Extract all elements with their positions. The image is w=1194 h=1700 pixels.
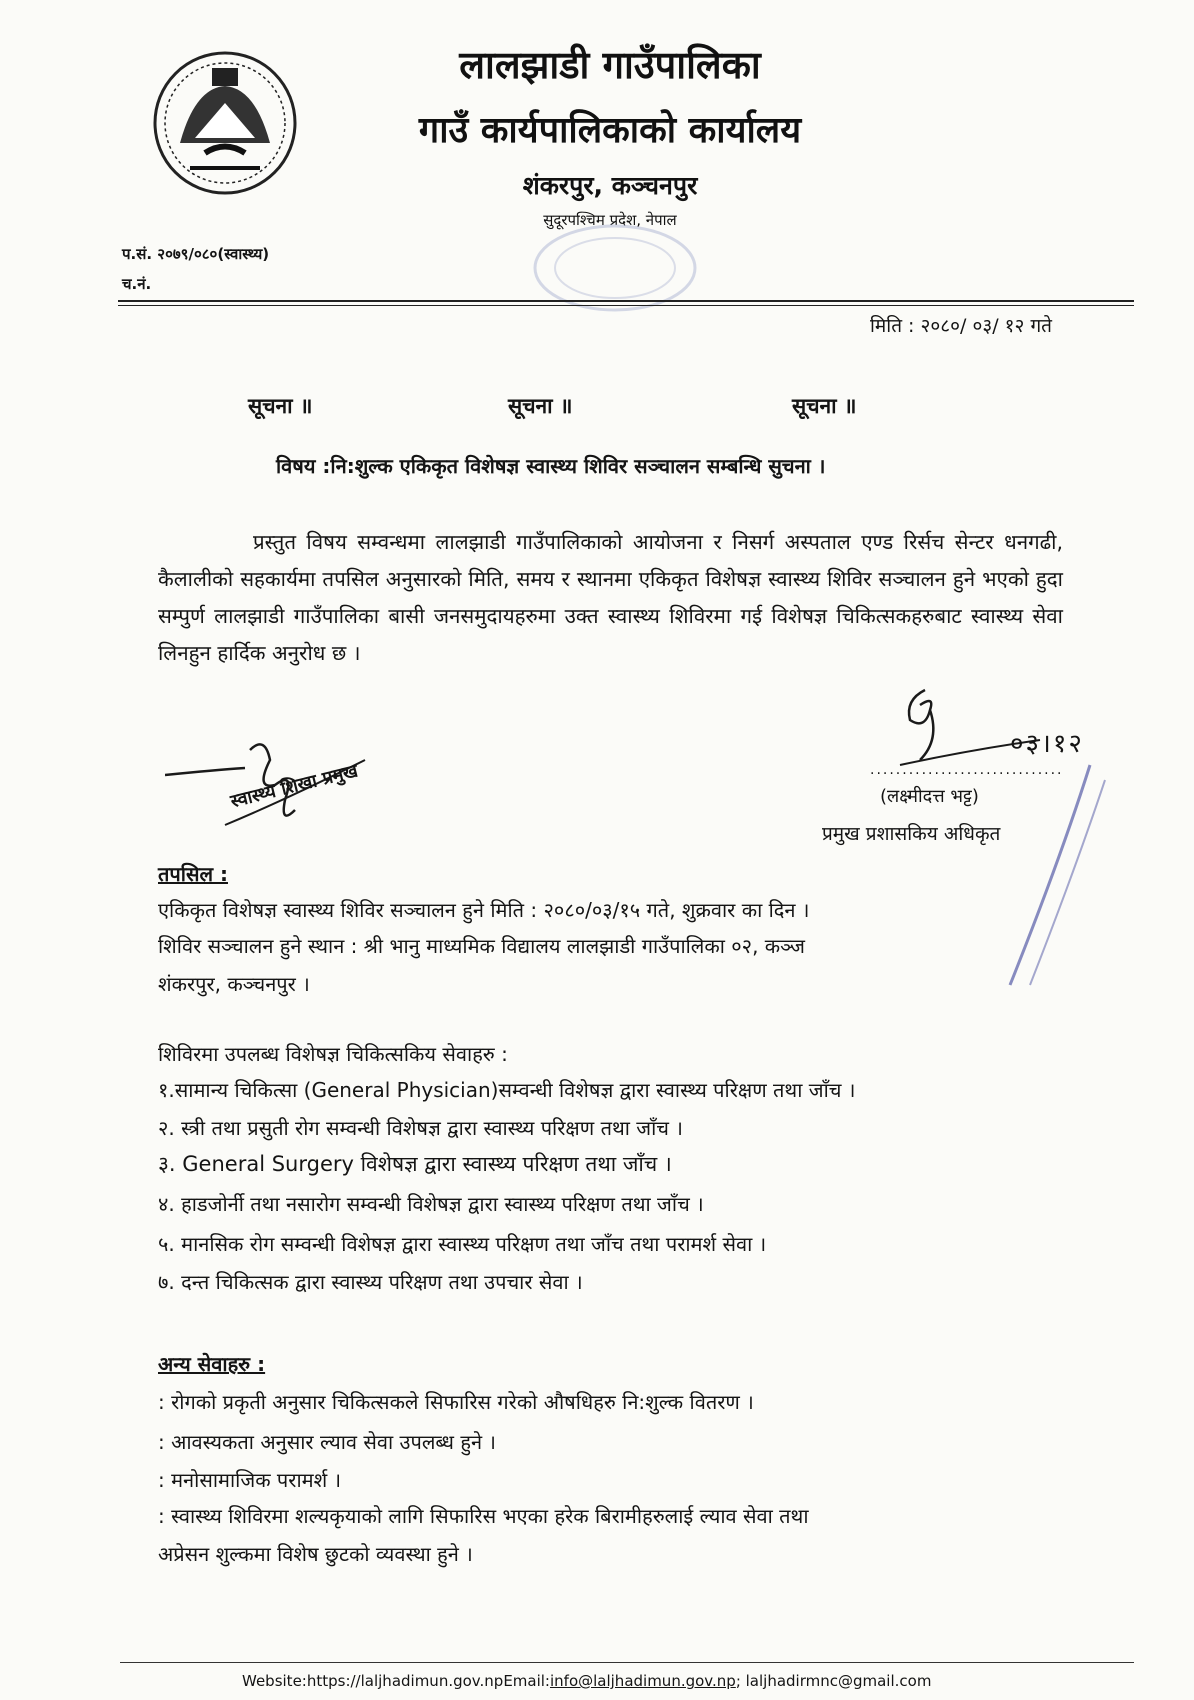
nepal-emblem-icon [150, 48, 300, 198]
header-rule-thin [118, 305, 1134, 306]
health-section-chief-label: स्वास्थ्य शिखा प्रमुख [228, 760, 360, 813]
notice-label: सूचना ॥ [508, 394, 573, 418]
service-item: ३. General Surgery विशेषज्ञ द्वारा स्वास्थ्य परिक्षण तथा जाँच । [158, 1152, 672, 1176]
signatory-name: (लक्ष्मीदत्त भट्ट) [880, 786, 979, 807]
other-service-item: अप्रेसन शुल्कमा विशेष छुटको व्यवस्था हुने । [158, 1542, 473, 1566]
subject-line: विषय :नि:शुल्क एकिकृत विशेषज्ञ स्वास्थ्य शिविर सञ्चालन सम्बन्धि सुचना । [276, 454, 826, 478]
service-item: १.सामान्य चिकित्सा (General Physician)सम्वन्धी विशेषज्ञ द्वारा स्वास्थ्य परिक्षण तथा जाँच । [158, 1078, 856, 1102]
other-service-item: : रोगको प्रकृती अनुसार चिकित्सकले सिफारिस गरेको औषधिहरु नि:शुल्क वितरण । [158, 1390, 754, 1414]
notice-label: सूचना ॥ [792, 394, 857, 418]
municipality-name: लालझाडी गाउँपालिका [459, 43, 761, 87]
service-item: ७. दन्त चिकित्सक द्वारा स्वास्थ्य परिक्षण तथा उपचार सेवा । [158, 1270, 583, 1294]
other-service-item: : स्वास्थ्य शिविरमा शल्यकृयाको लागि सिफारिस भएका हरेक बिरामीहरुलाई ल्याव सेवा तथा [158, 1504, 809, 1528]
office-address: शंकरपुर, कञ्चनपुर [522, 171, 698, 200]
other-service-item: : आवस्यकता अनुसार ल्याव सेवा उपलब्ध हुने । [158, 1430, 496, 1454]
footer-email-alt[interactable]: ; laljhadirmnc@gmail.com [735, 1672, 932, 1690]
header-rule [118, 300, 1134, 302]
footer-contact [242, 1672, 931, 1690]
reference-number: प.सं. २०७९/०८०(स्वास्थ्य) [122, 245, 270, 263]
official-stamp-icon [1000, 760, 1110, 990]
service-item: ५. मानसिक रोग सम्वन्धी विशेषज्ञ द्वारा स्वास्थ्य परिक्षण तथा जाँच तथा परामर्श सेवा । [158, 1232, 767, 1256]
handwritten-date: ०३।१२ [1010, 729, 1084, 759]
body-paragraph: प्रस्तुत विषय सम्वन्धमा लालझाडी गाउँपालिकाको आयोजना र निसर्ग अस्पताल एण्ड रिर्सच सेन्टर धनगढी, कैलालीको सहकार्यमा तपसिल अनुसारको मिति, समय र स्थानमा एकिकृत विशेषज्ञ स्वास्थ्य शिविर सञ्चालन हुने भएको हुदा सम्पुर्ण लालझाडी गाउँपालिका बासी जनसमुदायहरुमा उक्त स्वास्थ्य शिविरमा गई विशेषज्ञ चिकित्सकहरुबाट स्वास्थ्य सेवा लिनहुन हार्दिक अनुरोध छ । [158, 530, 1063, 665]
footer-email-label: Email: [503, 1672, 550, 1690]
details-heading: तपसिल : [158, 862, 228, 886]
other-services-heading: अन्य सेवाहरु : [158, 1352, 266, 1376]
signatory-post: प्रमुख प्रशासकिय अधिकृत [822, 823, 1001, 845]
notice-label: सूचना ॥ [248, 394, 313, 418]
other-service-item: : मनोसामाजिक परामर्श । [158, 1468, 342, 1492]
dispatch-number: च.नं. [122, 275, 152, 293]
office-name: गाउँ कार्यपालिकाको कार्यालय [418, 110, 802, 151]
camp-place-line: शिविर सञ्चालन हुने स्थान : श्री भानु माध्यमिक विद्यालय लालझाडी गाउँपालिका ०२, कञ्ज [158, 934, 805, 958]
province-name: सुदूरपश्चिम प्रदेश, नेपाल [543, 211, 677, 229]
signature-dots: .............................. [870, 762, 1064, 778]
letter-date: मिति : २०८०/ ०३/ १२ गते [869, 315, 1052, 337]
service-item: ४. हाडजोर्नी तथा नसारोग सम्वन्धी विशेषज्ञ द्वारा स्वास्थ्य परिक्षण तथा जाँच । [158, 1192, 704, 1216]
footer-email-link[interactable]: info@laljhadimun.gov.np [549, 1672, 736, 1690]
services-intro: शिविरमा उपलब्ध विशेषज्ञ चिकित्सकिय सेवाहरु : [158, 1042, 508, 1066]
footer-rule [120, 1662, 1134, 1663]
camp-date-line: एकिकृत विशेषज्ञ स्वास्थ्य शिविर सञ्चालन हुने मिति : २०८०/०३/१५ गते, शुक्रवार का दिन । [158, 898, 810, 922]
camp-place-line-cont: शंकरपुर, कञ्चनपुर । [158, 972, 310, 996]
footer-website[interactable]: Website:https://laljhadimun.gov.np [242, 1672, 504, 1690]
service-item: २. स्त्री तथा प्रसुती रोग सम्वन्धी विशेषज्ञ द्वारा स्वास्थ्य परिक्षण तथा जाँच । [158, 1116, 683, 1140]
